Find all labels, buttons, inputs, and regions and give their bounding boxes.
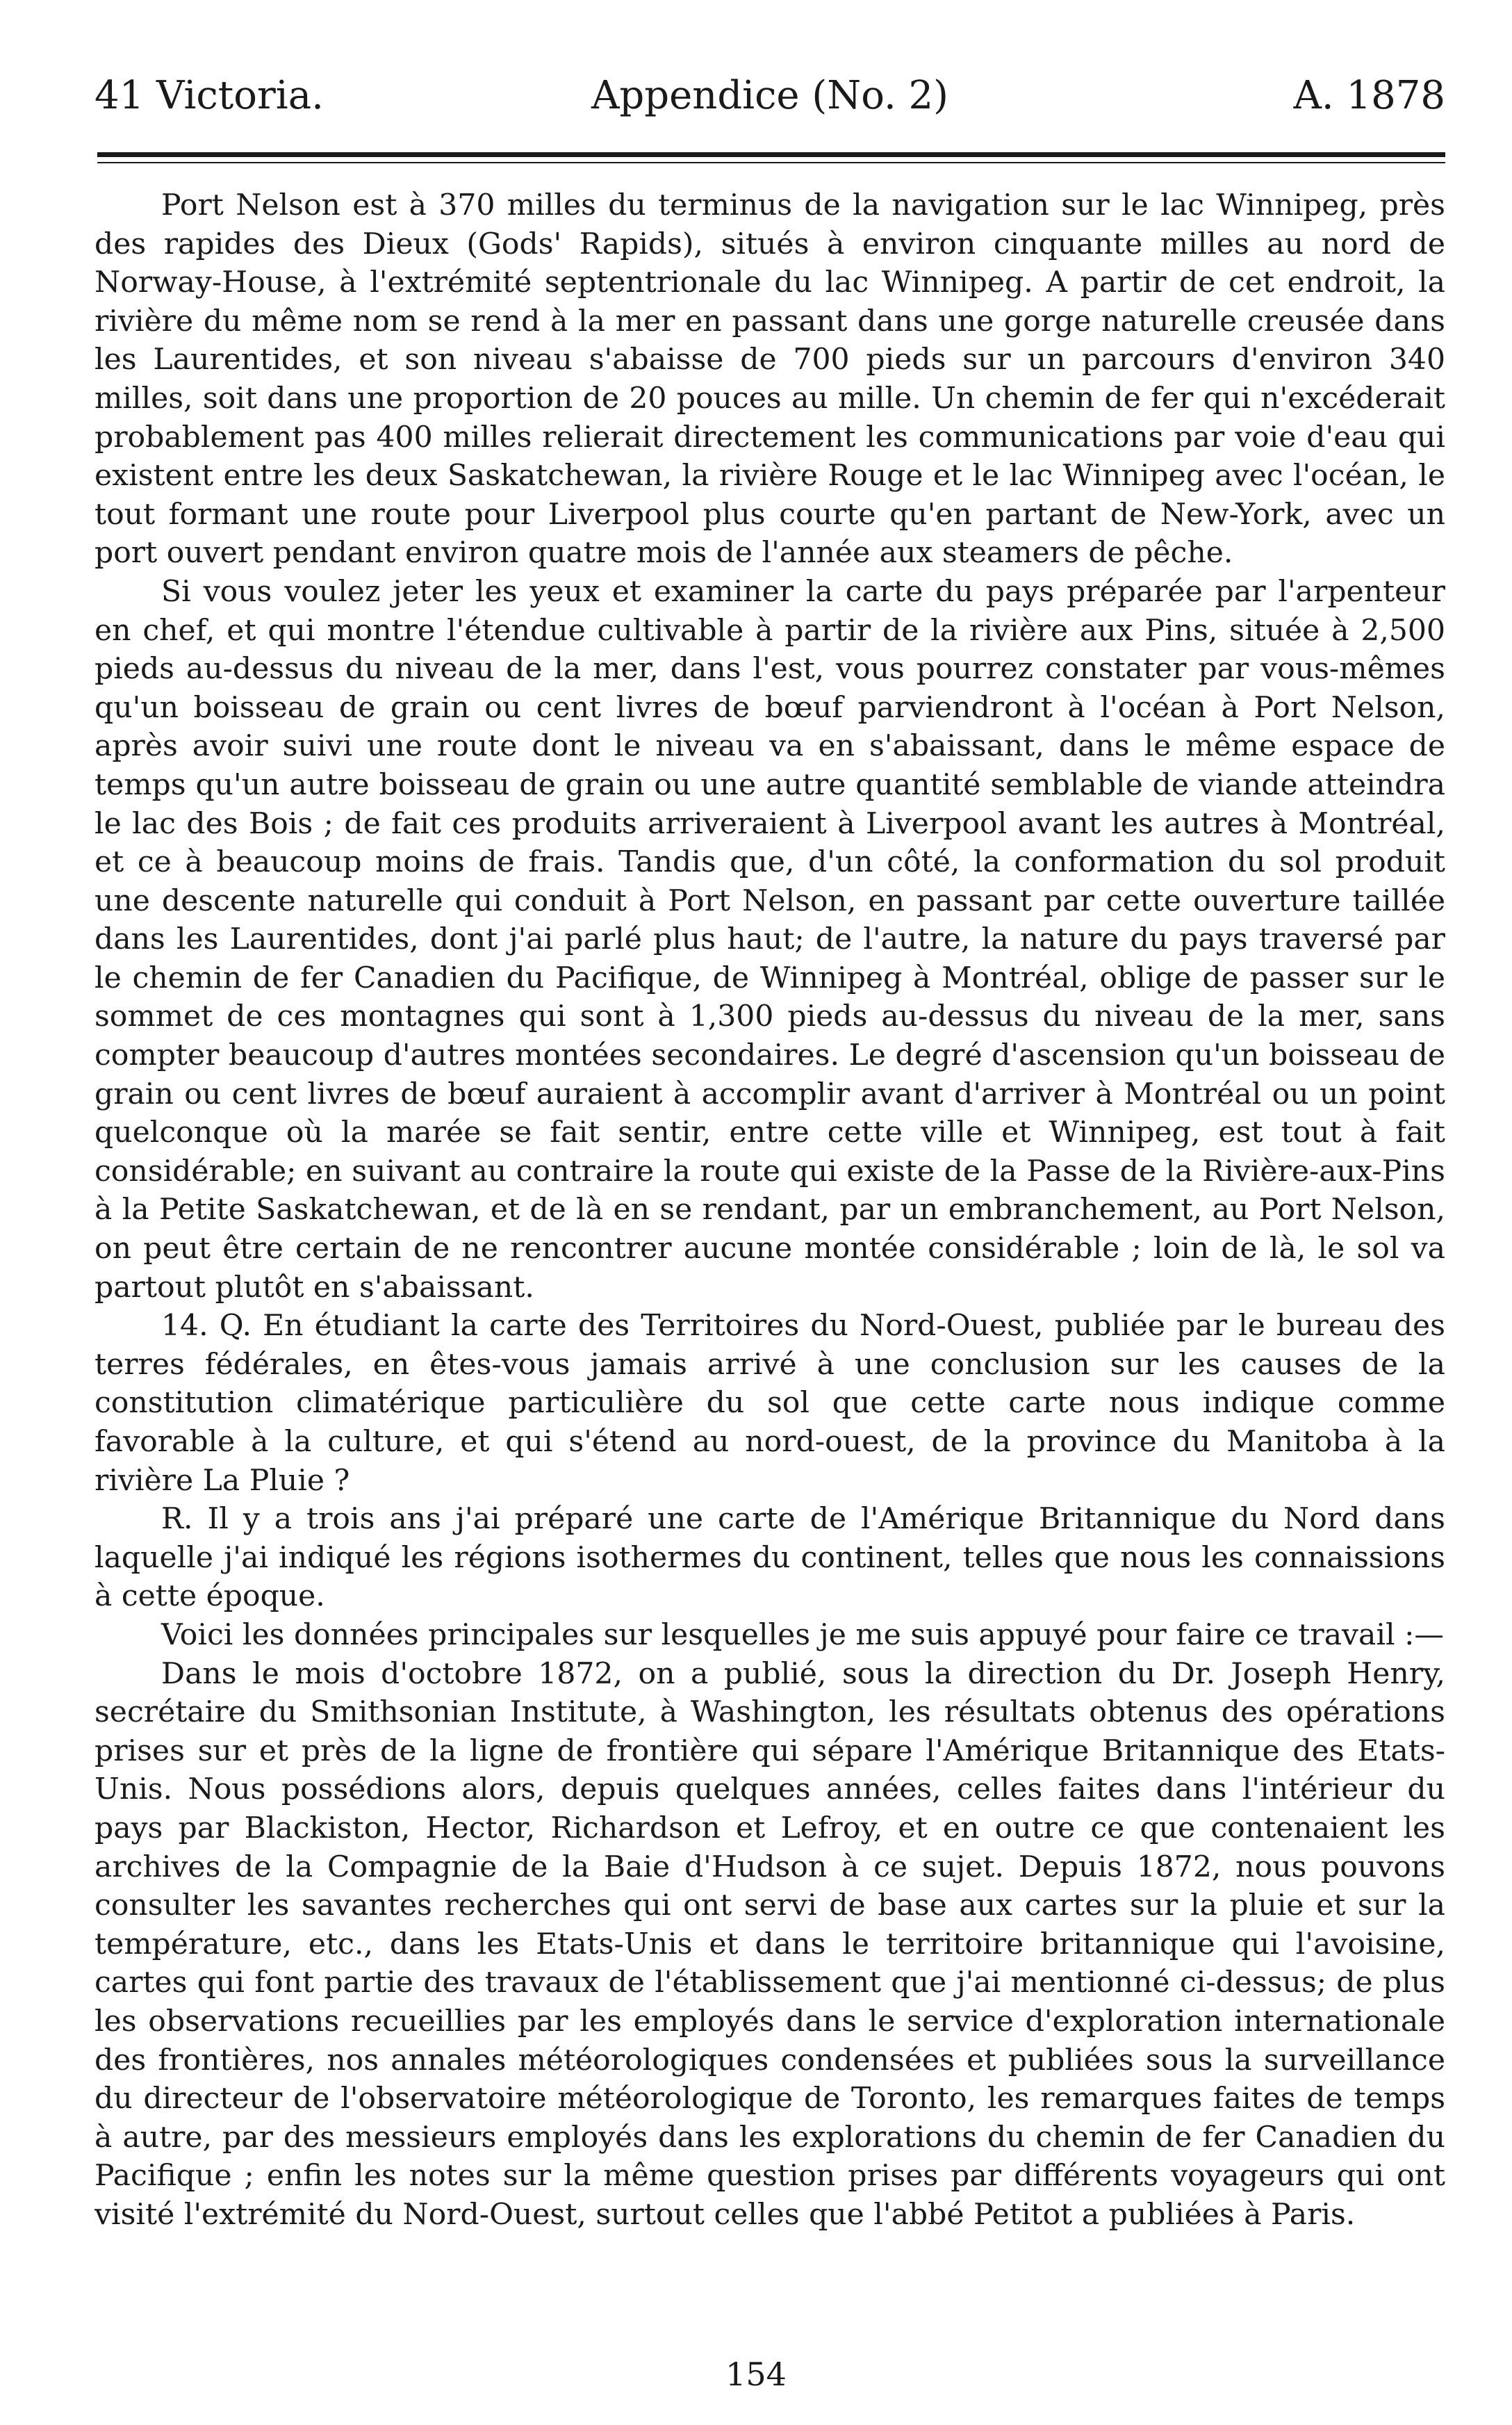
paragraph-donnees: Voici les données principales sur lesquelles je me suis appuyé pour faire ce travail :—	[161, 1617, 1444, 1652]
header-session: 41 Victoria.	[94, 73, 324, 118]
header-rule-thin	[97, 162, 1445, 163]
running-header	[94, 68, 1445, 124]
header-year: A. 1878	[1293, 73, 1445, 118]
paragraph-octobre-1872: Dans le mois d'octobre 1872, on a publié, sous la direction du Dr. Joseph Henry, secrétaire du Smithsonian Institute, à Washington, les résultats obtenus des opérations prises sur et près de la ligne de frontière qui sépare l'Amérique Britannique des Etats-Unis. Nous possédions alors, depuis quelques années, celles faites dans l'intérieur du pays par Blackiston, Hector, Richardson et Lefroy, et en outre ce que contenaient les archives de la Compagnie de la Baie d'Hudson à ce sujet. Depuis 1872, nous pouvons consulter les savantes recherches qui ont servi de base aux cartes sur la pluie et sur la température, etc., dans les Etats-Unis et dans le territoire britannique qui l'avoisine, cartes qui font partie des travaux de l'établissement que j'ai mentionné ci-dessus; de plus les observations recueillies par les employés dans le service d'exploration internationale des frontières, nos annales météorologiques condensées et publiées sous la surveillance du directeur de l'observatoire météorologique de Toronto, les remarques faites de temps à autre, par des messieurs employés dans les explorations du chemin de fer Canadien du Pacifique ; enfin les notes sur la même question prises par différents voyageurs qui ont visité l'extrémité du Nord-Ouest, surtout celles que l'abbé Petitot a publiées à Paris.	[94, 1656, 1445, 2232]
paragraph-carte-arpenteur: Si vous voulez jeter les yeux et examiner la carte du pays préparée par l'arpenteur en chef, et qui montre l'étendue cultivable à partir de la rivière aux Pins, située à 2,500 pieds au-dessus du niveau de la mer, dans l'est, vous pourrez constater par vous-mêmes qu'un boisseau de grain ou cent livres de bœuf parviendront à l'océan à Port Nelson, après avoir suivi une route dont le niveau va en s'abaissant, dans le même espace de temps qu'un autre boisseau de grain ou une autre quantité semblable de viande atteindra le lac des Bois ; de fait ces produits arriveraient à Liverpool avant les autres à Montréal, et ce à beaucoup moins de frais. Tandis que, d'un côté, la conformation du sol produit une descente naturelle qui conduit à Port Nelson, en passant par cette ouverture taillée dans les Laurentides, dont j'ai parlé plus haut; de l'autre, la nature du pays traversé par le chemin de fer Canadien du Pacifique, de Winnipeg à Montréal, oblige de passer sur le sommet de ces montagnes qui sont à 1,300 pieds au-dessus du niveau de la mer, sans compter beaucoup d'autres montées secondaires. Le degré d'ascension qu'un boisseau de grain ou cent livres de bœuf auraient à accomplir avant d'arriver à Montréal ou un point quelconque où la marée se fait sentir, entre cette ville et Winnipeg, est tout à fait considérable; en suivant au contraire la route qui existe de la Passe de la Rivière-aux-Pins à la Petite Saskatchewan, et de là en se rendant, par un embranchement, au Port Nelson, on peut être certain de ne rencontrer aucune montée considérable ; loin de là, le sol va partout plutôt en s'abaissant.	[94, 574, 1445, 1305]
paragraph-reponse: R. Il y a trois ans j'ai préparé une carte de l'Amérique Britannique du Nord dans laquelle j'ai indiqué les régions isothermes du continent, telles que nous les connaissions à cette époque.	[94, 1502, 1445, 1614]
paragraph-question-14: 14. Q. En étudiant la carte des Territoires du Nord-Ouest, publiée par le bureau des terres fédérales, en êtes-vous jamais arrivé à une conclusion sur les causes de la constitution climatérique particulière du sol que cette carte nous indique comme favorable à la culture, et qui s'étend au nord-ouest, de la province du Manitoba à la rivière La Pluie ?	[94, 1309, 1445, 1498]
paragraph-port-nelson: Port Nelson est à 370 milles du terminus de la navigation sur le lac Winnipeg, près des rapides des Dieux (Gods' Rapids), situés à environ cinquante milles au nord de Norway-House, à l'extrémité septentrionale du lac Winnipeg. A partir de cet endroit, la rivière du même nom se rend à la mer en passant dans une gorge naturelle creusée dans les Laurentides, et son niveau s'abaisse de 700 pieds sur un parcours d'environ 340 milles, soit dans une proportion de 20 pouces au mille. Un chemin de fer qui n'excéderait probablement pas 400 milles relierait directement les communications par voie d'eau qui existent entre les deux Saskatchewan, la rivière Rouge et le lac Winnipeg avec l'océan, le tout formant une route pour Liverpool plus courte qu'en partant de New-York, avec un port ouvert pendant environ quatre mois de l'année aux steamers de pêche.	[94, 188, 1445, 571]
header-appendix: Appendice (No. 2)	[591, 73, 949, 118]
header-rule-thick	[97, 152, 1445, 157]
body-text	[94, 186, 1445, 2234]
page-number: 154	[725, 2355, 787, 2393]
